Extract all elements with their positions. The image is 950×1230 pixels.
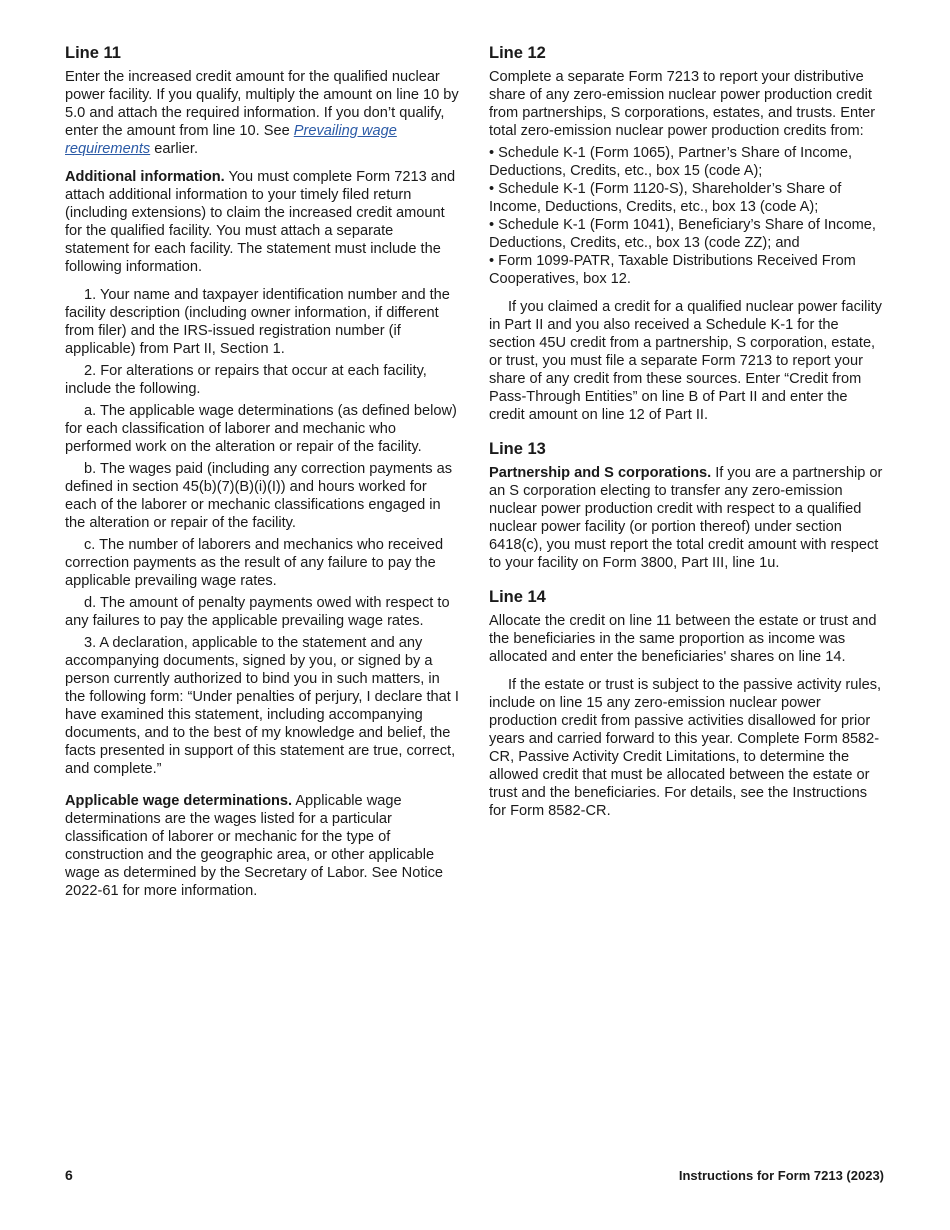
line-13-heading: Line 13 bbox=[489, 440, 546, 458]
line-14-heading: Line 14 bbox=[489, 588, 546, 606]
list-item: • Schedule K-1 (Form 1120-S), Shareholder’s Share of Income, Deductions, Credits, etc., box 13 (code A); bbox=[489, 181, 842, 215]
left-column bbox=[65, 42, 461, 904]
wage-determinations-label: Applicable wage determinations. bbox=[65, 793, 293, 809]
line-13-paragraph: Partnership and S corporations. If you are a partnership or an S corporation electing to transfer any zero-emission nuclear power production credit with respect to a qualified nuclear power facility (or portion thereof) under section 6418(c), you must report the total credit amount with respect to your facility on Form 3800, Part III, line 1u. bbox=[489, 465, 883, 571]
list-item: • Schedule K-1 (Form 1065), Partner’s Share of Income, Deductions, Credits, etc., box 15 (code A); bbox=[489, 145, 853, 179]
additional-information-label: Additional information. bbox=[65, 169, 225, 185]
additional-information-paragraph: Additional information. You must complete Form 7213 and attach additional information to your timely filed return (including extensions) to claim the increased credit amount for the qualified facility. You must attach a separate statement for each facility. The statement must include the following information. bbox=[65, 169, 456, 275]
item-3: 3. A declaration, applicable to the statement and any accompanying documents, signed by you, or signed by a person currently authorized to bind you in such matters, in the following form: “Under penalties of perjury, I declare that I have examined this statement, including accompanying documents, and to the best of my knowledge and belief, the facts presented in support of this statement are true, correct, and complete.” bbox=[65, 635, 459, 777]
item-2d: d. The amount of penalty payments owed with respect to any failures to pay the applicable prevailing wage rates. bbox=[65, 595, 450, 629]
line-12-paragraph-1: Complete a separate Form 7213 to report your distributive share of any zero-emission nuclear power production credit from partnerships, S corporations, estates, and trusts. Enter total zero-emission nuclear power production credits from: bbox=[489, 69, 876, 139]
line-12-paragraph-2: If you claimed a credit for a qualified nuclear power facility in Part II and you also received a Schedule K-1 for the section 45U credit from a partnership, S corporation, estate, or trust, you must file a separate Form 7213 to report your share of any credit from these sources. Enter “Credit from Pass-Through Entities” on line B of Part II and enter the credit amount on line 12 of Part II. bbox=[489, 299, 882, 423]
line-12-bullet-list bbox=[489, 144, 885, 288]
page-number: 6 bbox=[65, 1167, 73, 1183]
line-14-paragraph-1: Allocate the credit on line 11 between the estate or trust and the beneficiaries in the same proportion as income was allocated and enter the beneficiaries' shares on line 14. bbox=[489, 613, 877, 665]
item-2b: b. The wages paid (including any correction payments as defined in section 45(b)(7)(B)(i)(I)) and hours worked for each of the laborer or mechanic classifications engaged in the alteration or repair of the facility. bbox=[65, 461, 453, 531]
list-item: • Form 1099-PATR, Taxable Distributions Received From Cooperatives, box 12. bbox=[489, 253, 856, 287]
line-11-heading: Line 11 bbox=[65, 44, 121, 62]
wage-determinations-paragraph: Applicable wage determinations. Applicable wage determinations are the wages listed for a particular classification of laborer or mechanic for the type of construction and the geographic area, or other applicable wage as determined by the Secretary of Labor. See Notice 2022-61 for more information. bbox=[65, 793, 444, 899]
footer-title: Instructions for Form 7213 (2023) bbox=[678, 1168, 884, 1183]
line-14-paragraph-2: If the estate or trust is subject to the passive activity rules, include on line 15 any zero-emission nuclear power production credit from passive activities disallowed for prior years and carried forward to this year. Complete Form 8582-CR, Passive Activity Credit Limitations, to determine the allowed credit that must be allocated between the estate or trust and the beneficiaries. For details, see the Instructions for Form 8582-CR. bbox=[489, 677, 882, 819]
item-2a: a. The applicable wage determinations (as defined below) for each classification of laborer and mechanic who performed work on the alteration or repair of the facility. bbox=[65, 403, 457, 455]
item-2: 2. For alterations or repairs that occur at each facility, include the following. bbox=[65, 363, 427, 397]
item-1: 1. Your name and taxpayer identification number and the facility description (including owner information, if different from filer) and the IRS-issued registration number (if applicable) from Part II, Section 1. bbox=[65, 287, 450, 357]
prevailing-wage-link[interactable]: Prevailing wage requirements bbox=[65, 123, 397, 157]
line-11-paragraph: Enter the increased credit amount for the qualified nuclear power facility. If you qualify, multiply the amount on line 10 by 5.0 and attach the required information. If you don’t qualify, enter the amount from line 10. See Prevailing wage requirements earlier. bbox=[65, 69, 459, 157]
item-2c: c. The number of laborers and mechanics who received correction payments as the result of any failure to pay the applicable prevailing wage rates. bbox=[65, 537, 444, 589]
line-12-heading: Line 12 bbox=[489, 44, 546, 62]
list-item: • Schedule K-1 (Form 1041), Beneficiary’s Share of Income, Deductions, Credits, etc., box 13 (code ZZ); and bbox=[489, 217, 876, 251]
right-column bbox=[489, 42, 885, 824]
partnership-label: Partnership and S corporations. bbox=[489, 465, 712, 481]
